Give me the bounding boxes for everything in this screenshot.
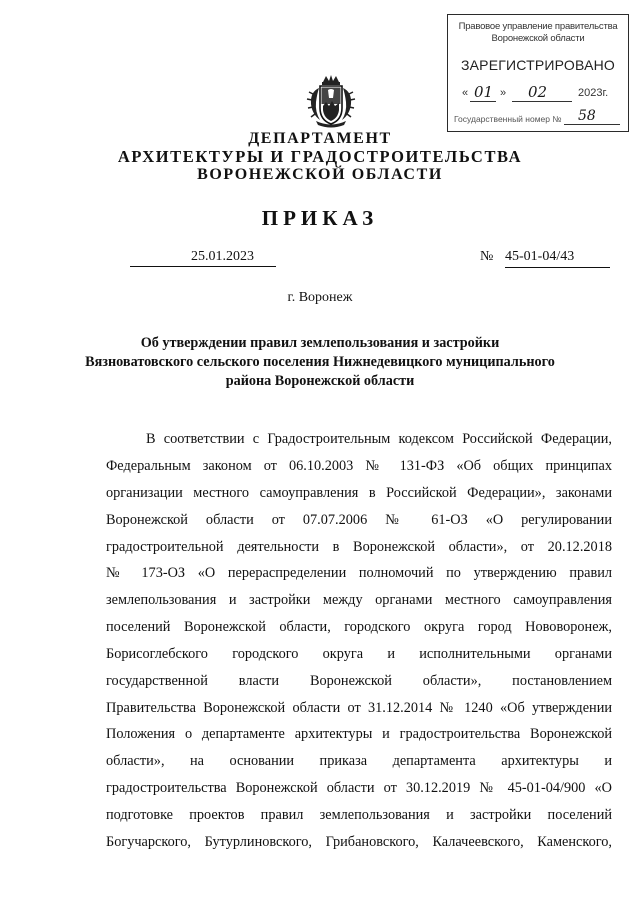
document-title: ПРИКАЗ (261, 206, 379, 230)
body-line: Воронежской области от 07.07.2006 № 61-ОЗ «О регулировании (106, 512, 612, 528)
body-line: организации местного самоуправления в Российской Федерации», законами (106, 485, 612, 501)
body-line: области», на основании приказа департамента архитектуры и (106, 753, 612, 769)
stamp-date (462, 83, 622, 105)
body-line: Правительства Воронежской области от 31.12.2014 № 1240 «Об утверждении (106, 700, 612, 716)
department-name-line3: ВОРОНЕЖСКОЙ ОБЛАСТИ (197, 166, 443, 183)
body-line: Богучарского, Бутурлиновского, Грибановского, Калачеевского, Каменского, (106, 834, 612, 850)
body-line: Положения о департаменте архитектуры и градостроительства Воронежской (106, 726, 612, 742)
order-number: 45-01-04/43 (505, 249, 610, 268)
body-line: землепользования и застройки между органами местного самоуправления (106, 592, 612, 608)
order-city: г. Воронеж (287, 290, 353, 305)
stamp-registration-number (454, 108, 624, 127)
body-line: градостроительства Воронежской области от 30.12.2019 № 45-01-04/900 «О (106, 780, 612, 796)
stamp-org-line2: Воронежской области (491, 33, 585, 44)
stamp-status: ЗАРЕГИСТРИРОВАНО (460, 57, 616, 73)
subject-line2: Вязноватовского сельского поселения Нижнедевицкого муниципального (85, 354, 555, 370)
subject-line3: района Воронежской области (225, 373, 415, 389)
stamp-quote-open: « (462, 87, 469, 99)
stamp-organization (452, 21, 624, 45)
order-number-sign: № (480, 249, 494, 264)
stamp-quote-close: » (500, 87, 507, 99)
body-line: В соответствии с Градостроительным кодексом Российской Федерации, (146, 431, 612, 447)
body-line: государственной власти Воронежской области», постановлением (106, 673, 612, 689)
body-line: № 173-ОЗ «О перераспределении полномочий по утверждению правил (106, 565, 612, 581)
subject-line1: Об утверждении правил землепользования и застройки (140, 335, 500, 351)
body-line: подготовке проектов правил землепользования и застройки поселений (106, 807, 612, 823)
body-line: градостроительной деятельности в Воронежской области», от 20.12.2018 (106, 539, 612, 555)
registration-stamp (447, 14, 629, 132)
department-name-line2: АРХИТЕКТУРЫ И ГРАДОСТРОИТЕЛЬСТВА (117, 147, 523, 166)
body-line: Федеральным законом от 06.10.2003 № 131-ФЗ «Об общих принципах (106, 458, 612, 474)
stamp-year: 2023г. (578, 87, 609, 99)
order-date: 25.01.2023 (130, 249, 276, 267)
stamp-month: 02 (528, 83, 548, 101)
coat-of-arms-icon (306, 74, 356, 128)
body-line: Борисоглебского городского округа и исполнительными органами (106, 646, 612, 662)
stamp-org-line1: Правовое управление правительства (458, 21, 618, 32)
stamp-day: 01 (474, 83, 494, 101)
body-line: поселений Воронежской области, городского округа город Нововоронеж, (106, 619, 612, 635)
stamp-reg-label: Государственный номер № (454, 114, 562, 124)
stamp-reg-number: 58 (578, 108, 596, 124)
department-name-line1: ДЕПАРТАМЕНТ (248, 130, 392, 147)
